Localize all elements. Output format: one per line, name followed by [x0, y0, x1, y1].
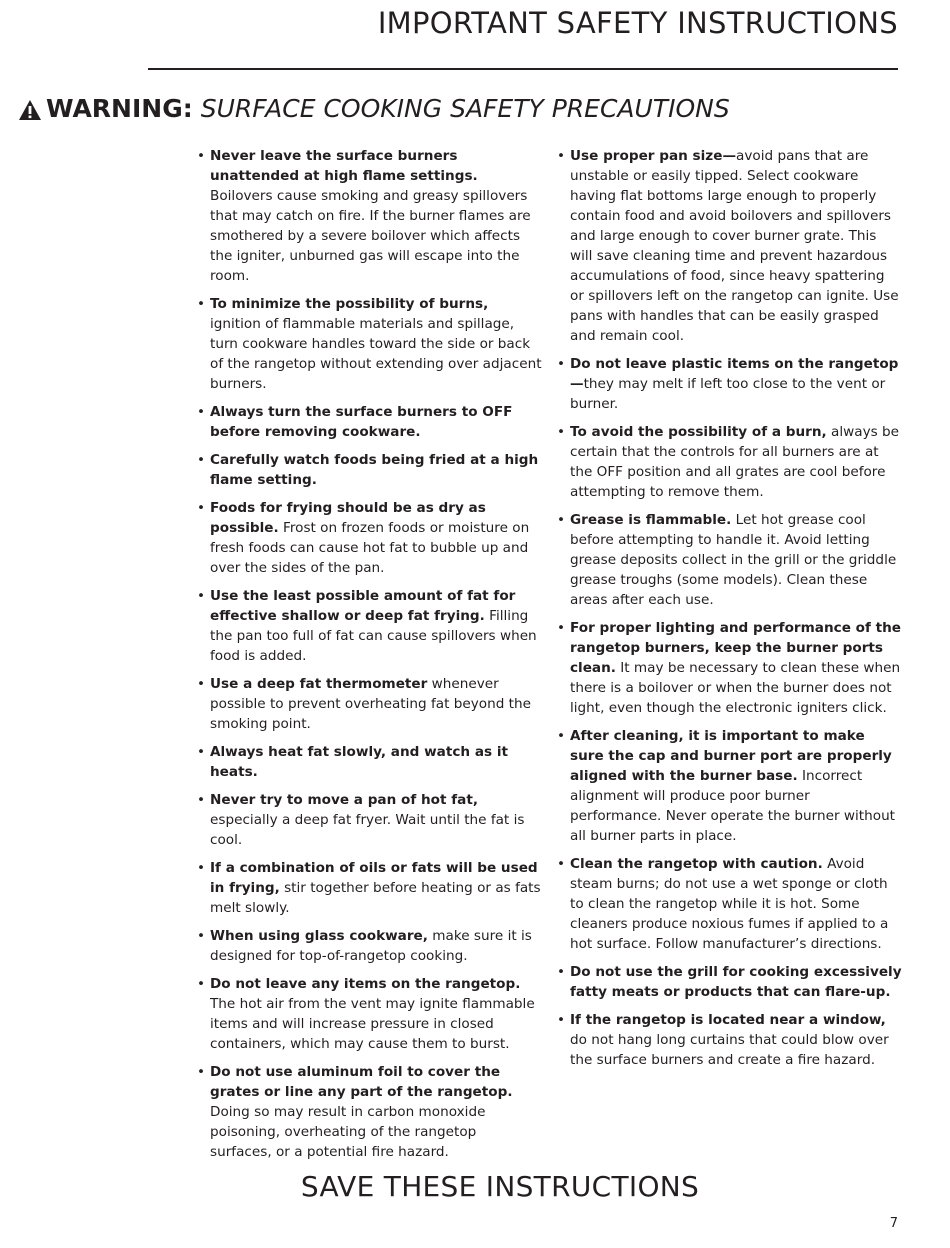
warning-label: WARNING:	[46, 94, 193, 123]
list-item: • Use the least possible amount of fat for effective shallow or deep fat frying. Filling the pan too full of fat can cause spillovers when food is added.	[197, 586, 542, 666]
warning-heading	[18, 94, 930, 123]
list-item: • Use a deep fat thermometer whenever possible to prevent overheating fat beyond the smoking point.	[197, 674, 542, 734]
warning-triangle-icon	[18, 98, 42, 120]
list-item: • Always heat fat slowly, and watch as it heats.	[197, 742, 542, 782]
save-instructions-title: SAVE THESE INSTRUCTIONS	[300, 1170, 700, 1203]
list-item: • Always turn the surface burners to OFF before removing cookware.	[197, 402, 542, 442]
list-item: • Never leave the surface burners unattended at high flame settings. Boilovers cause smoking and greasy spillovers that may catch on fire. If the burner flames are smothered by a severe boilover which affects the igniter, unburned gas will escape into the room.	[197, 146, 542, 286]
list-item: • Do not leave plastic items on the rangetop—they may melt if left too close to the vent or burner.	[557, 354, 902, 414]
warning-subject: SURFACE COOKING SAFETY PRECAUTIONS	[200, 94, 730, 123]
list-item: • After cleaning, it is important to make sure the cap and burner port are properly aligned with the burner base. Incorrect alignment will produce poor burner performance. Never operate the burner without all burner parts in place.	[557, 726, 902, 846]
list-item: • Carefully watch foods being fried at a high flame setting.	[197, 450, 542, 490]
list-item: • When using glass cookware, make sure it is designed for top-of-rangetop cooking.	[197, 926, 542, 966]
list-item: • Never try to move a pan of hot fat, especially a deep fat fryer. Wait until the fat is cool.	[197, 790, 542, 850]
page-header-title: IMPORTANT SAFETY INSTRUCTIONS	[377, 6, 898, 40]
header-divider	[148, 68, 898, 70]
list-item: • Foods for frying should be as dry as possible. Frost on frozen foods or moisture on fresh foods can cause hot fat to bubble up and over the sides of the pan.	[197, 498, 542, 578]
list-item: • If a combination of oils or fats will be used in frying, stir together before heating or as fats melt slowly.	[197, 858, 542, 918]
left-column	[197, 146, 542, 1170]
list-item: • Use proper pan size—avoid pans that are unstable or easily tipped. Select cookware having flat bottoms large enough to properly contain food and avoid boilovers and spillovers and large enough to cover burner grate. This will save cleaning time and prevent hazardous accumulations of food, since heavy spattering or spillovers left on the rangetop can ignite. Use pans with handles that can be easily grasped and remain cool.	[557, 146, 902, 346]
list-item: • Grease is flammable. Let hot grease cool before attempting to handle it. Avoid letting grease deposits collect in the grill or the griddle grease troughs (some models). Clean these areas after each use.	[557, 510, 902, 610]
page-number: 7	[889, 1216, 898, 1231]
right-column	[557, 146, 902, 1078]
list-item: • Do not use aluminum foil to cover the grates or line any part of the rangetop. Doing so may result in carbon monoxide poisoning, overheating of the rangetop surfaces, or a potential fire hazard.	[197, 1062, 542, 1162]
list-item: • Do not use the grill for cooking excessively fatty meats or products that can flare-up.	[557, 962, 902, 1002]
list-item: • To minimize the possibility of burns, ignition of flammable materials and spillage, turn cookware handles toward the side or back of the rangetop without extending over adjacent burners.	[197, 294, 542, 394]
list-item: • Do not leave any items on the rangetop. The hot air from the vent may ignite flammable items and will increase pressure in closed containers, which may cause them to burst.	[197, 974, 542, 1054]
list-item: • Clean the rangetop with caution. Avoid steam burns; do not use a wet sponge or cloth to clean the rangetop while it is hot. Some cleaners produce noxious fumes if applied to a hot surface. Follow manufacturer’s directions.	[557, 854, 902, 954]
list-item: • To avoid the possibility of a burn, always be certain that the controls for all burners are at the OFF position and all grates are cool before attempting to remove them.	[557, 422, 902, 502]
list-item: • If the rangetop is located near a window, do not hang long curtains that could blow over the surface burners and create a fire hazard.	[557, 1010, 902, 1070]
list-item: • For proper lighting and performance of the rangetop burners, keep the burner ports clean. It may be necessary to clean these when there is a boilover or when the burner does not light, even though the electronic igniters click.	[557, 618, 902, 718]
